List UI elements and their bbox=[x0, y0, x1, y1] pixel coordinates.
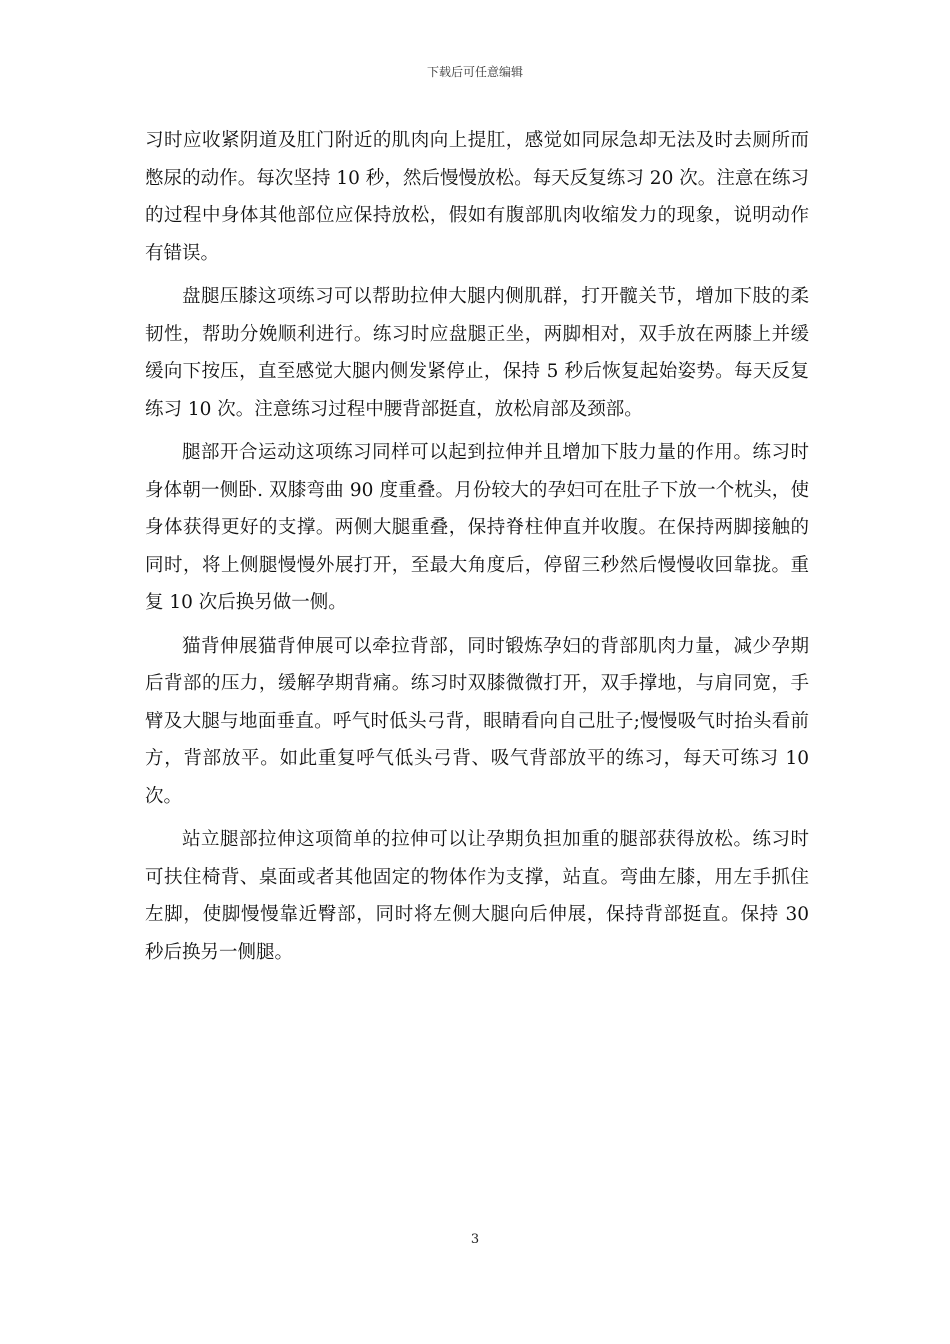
paragraph-cat-back-stretch: 猫背伸展猫背伸展可以牵拉背部，同时锻炼孕妇的背部肌肉力量，减少孕期后背部的压力，缓解孕期背痛。练习时双膝微微打开，双手撑地，与肩同宽，手臂及大腿与地面垂直。呼气时低头弓背，眼睛看向自己肚子;慢慢吸气时抬头看前方，背部放平。如此重复呼气低头弓背、吸气背部放平的练习，每天可练习 10 次。 bbox=[145, 635, 809, 807]
paragraph-cross-legged-knee-press: 盘腿压膝这项练习可以帮助拉伸大腿内侧肌群，打开髋关节，增加下肢的柔韧性，帮助分娩顺利进行。练习时应盘腿正坐，两脚相对，双手放在两膝上并缓缓向下按压，直至感觉大腿内侧发紧停止，保持 5 秒后恢复起始姿势。每天反复练习 10 次。注意练习过程中腰背部挺直，放松肩部及颈部。 bbox=[145, 286, 809, 420]
paragraph-leg-open-close: 腿部开合运动这项练习同样可以起到拉伸并且增加下肢力量的作用。练习时身体朝一侧卧. 双膝弯曲 90 度重叠。月份较大的孕妇可在肚子下放一个枕头，使身体获得更好的支撑。两侧大腿重叠，保持脊柱伸直并收腹。在保持两脚接触的同时，将上侧腿慢慢外展打开，至最大角度后，停留三秒然后慢慢收回靠拢。重复 10 次后换另做一侧。 bbox=[145, 442, 809, 613]
page-header: 下载后可任意编辑 bbox=[426, 65, 523, 79]
page-number: 3 bbox=[470, 1232, 480, 1247]
paragraph-standing-leg-stretch: 站立腿部拉伸这项简单的拉伸可以让孕期负担加重的腿部获得放松。练习时可扶住椅背、桌面或者其他固定的物体作为支撑，站直。弯曲左膝，用左手抓住左脚，使脚慢慢靠近臀部，同时将左侧大腿向后伸展，保持背部挺直。保持 30 秒后换另一侧腿。 bbox=[145, 829, 809, 963]
document-body bbox=[145, 122, 809, 977]
paragraph-pelvic-floor-continued: 习时应收紧阴道及肛门附近的肌肉向上提肛，感觉如同尿急却无法及时去厕所而憋尿的动作。每次坚持 10 秒，然后慢慢放松。每天反复练习 20 次。注意在练习的过程中身体其他部位应保持放松，假如有腹部肌肉收缩发力的现象，说明动作有错误。 bbox=[145, 130, 809, 264]
